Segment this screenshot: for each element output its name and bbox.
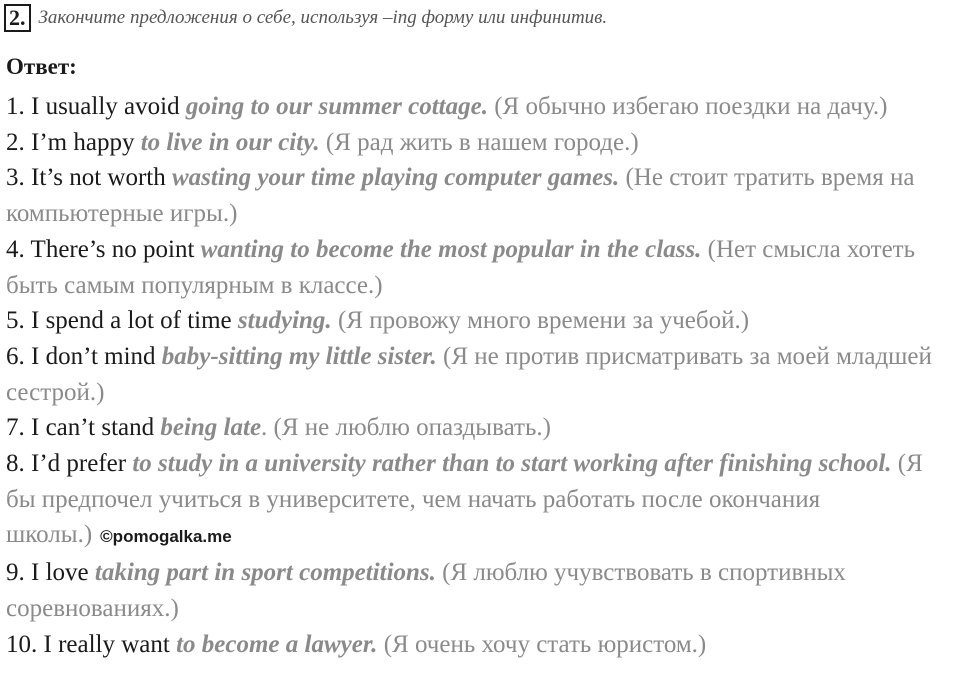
list-item [6,627,956,663]
item-lead: 8. I’d prefer [6,450,133,478]
list-item [6,303,956,339]
item-answer: wanting to become the most popular in the class. [200,235,702,263]
item-lead: 3. It’s not worth [6,164,172,192]
item-translation: (Не стоит тратить время на компьютерные игры.) [6,164,915,228]
task-instruction: Закончите предложения о себе, используя –ing форму или инфинитив. [38,7,608,28]
list-item [6,125,956,161]
item-answer: wasting your time playing computer games. [171,164,620,192]
item-translation: (Я рад жить в нашем городе.) [319,128,639,156]
item-translation: . (Я не люблю опаздывать.) [261,414,551,442]
task-header [4,4,607,32]
item-answer: to become a lawyer. [176,630,378,658]
answer-list [6,89,956,662]
item-answer: taking part in sport competitions. [94,559,436,587]
item-answer: being late [160,414,262,442]
item-lead: 4. There’s no point [6,235,201,263]
list-item [6,89,956,125]
item-answer: to live in our city. [140,128,320,156]
answer-heading: Ответ: [6,54,77,79]
list-item [6,339,956,410]
item-lead: 6. I don’t mind [6,342,162,370]
task-number: 2. [4,4,31,32]
item-lead: 7. I can’t stand [6,414,161,442]
item-answer: going to our summer cottage. [185,93,488,120]
item-lead: 2. I’m happy [6,128,141,156]
item-translation: (Я люблю учувствовать в спортивных соревнованиях.) [6,559,846,622]
item-answer: studying. [237,307,332,335]
list-item [6,446,956,555]
item-translation: (Я очень хочу стать юристом.) [377,630,707,658]
item-translation: (Я обычно избегаю поездки на дачу.) [487,93,888,120]
item-translation: (Я провожу много времени за учебой.) [331,307,750,335]
site-watermark: ©pomogalka.me [100,527,232,547]
list-item [6,160,956,231]
item-lead: 5. I spend a lot of time [6,307,238,335]
list-item [6,410,956,446]
item-translation: (Нет смысла хотеть быть самым популярным в классе.) [6,235,916,299]
item-answer: baby-sitting my little sister. [161,342,437,370]
item-lead: 9. I love [6,559,95,587]
list-item [6,555,956,626]
item-answer: to study in a university rather than to start working after finishing school. [132,450,892,478]
item-translation: (Я бы предпочел учиться в университете, чем начать работать после окончания школы.) [6,450,923,549]
item-translation: (Я не против присматривать за моей младшей сестрой.) [6,342,932,406]
item-lead: 10. I really want [6,630,177,658]
list-item [6,232,956,303]
item-lead: 1. I usually avoid [6,93,186,120]
